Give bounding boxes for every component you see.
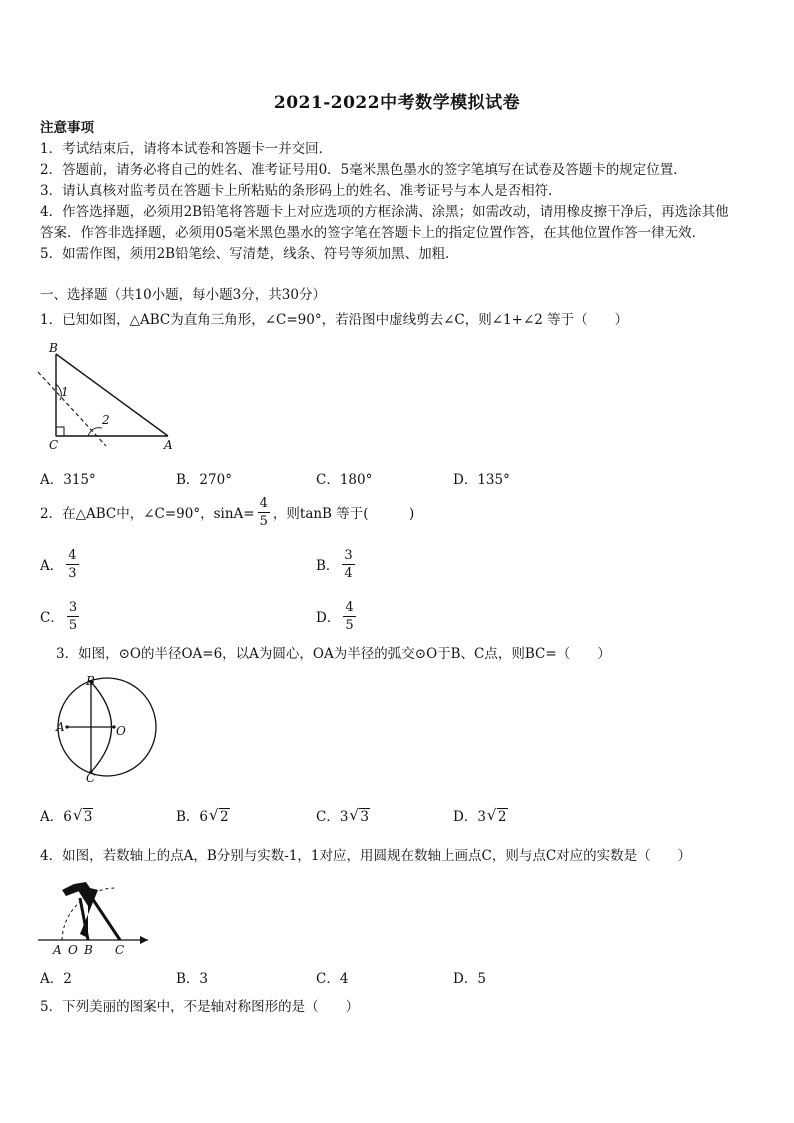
note-item: 3．请认真核对监考员在答题卡上所粘贴的条形码上的姓名、准考证号与本人是否相符． <box>40 183 562 199</box>
question-2-text <box>40 492 414 532</box>
q2-option-d[interactable] <box>316 596 359 636</box>
fraction-numerator: 4 <box>345 599 354 615</box>
question-3-figure <box>52 674 162 786</box>
q4-option-c[interactable]: C．4 <box>316 971 349 987</box>
question-4-text: 4．如图，若数轴上的点A，B分别与实数-1，1对应，用圆规在数轴上画点C，则与点C对应的实数是（ ） <box>40 848 692 864</box>
notes-heading: 注意事项 <box>40 120 94 136</box>
option-fraction <box>67 601 79 632</box>
q3-option-d[interactable] <box>453 805 508 825</box>
option-fraction <box>343 601 355 632</box>
q1-label-1: 1 <box>61 385 69 399</box>
q1-label-B: B <box>49 341 58 355</box>
option-label: D．3 <box>453 809 486 825</box>
q4-label-C: C <box>115 943 125 957</box>
radical: √ 2 <box>486 806 507 825</box>
q2-sinA-fraction <box>258 497 270 528</box>
q4-option-a[interactable]: A．2 <box>40 971 72 987</box>
q3-label-O: O <box>116 724 126 738</box>
q2-option-c[interactable] <box>40 596 82 636</box>
radical: √ 2 <box>209 806 229 825</box>
fraction-numerator: 4 <box>68 547 77 563</box>
q3-option-c[interactable] <box>316 805 370 825</box>
option-fraction <box>66 549 78 580</box>
q4-option-d[interactable]: D．5 <box>453 971 486 987</box>
fraction-numerator: 4 <box>259 495 268 511</box>
q1-label-2: 2 <box>102 413 110 427</box>
option-label: D． <box>316 610 341 626</box>
q1-option-d[interactable]: D．135° <box>453 472 510 488</box>
option-label: B．6 <box>176 809 209 825</box>
radicand: 3 <box>360 809 370 825</box>
q3-option-a[interactable] <box>40 805 93 825</box>
radicand: 2 <box>497 809 507 825</box>
q1-option-c[interactable]: C．180° <box>316 472 373 488</box>
q4-label-O: O <box>68 943 78 957</box>
q3-option-b[interactable] <box>176 805 230 825</box>
radicand: 2 <box>220 809 229 825</box>
fraction-denominator: 5 <box>259 513 268 529</box>
option-label: A． <box>40 558 64 574</box>
q4-label-A: A <box>53 943 62 957</box>
q1-label-C: C <box>49 438 59 452</box>
fraction-denominator: 3 <box>68 565 77 581</box>
note-item: 2．答题前，请务必将自己的姓名、准考证号用0．5毫米黑色墨水的签字笔填写在试卷及答题卡的规定位置． <box>40 162 687 178</box>
fraction-numerator: 3 <box>344 547 353 563</box>
note-item: 4．作答选择题，必须用2B铅笔将答题卡上对应选项的方框涂满、涂黑；如需改动，请用橡皮擦干净后，再选涂其他 <box>40 204 729 220</box>
note-item: 5．如需作图，须用2B铅笔绘、写清楚，线条、符号等须加黑、加粗． <box>40 246 459 262</box>
option-label: A．6 <box>40 809 72 825</box>
q4-label-B: B <box>84 943 93 957</box>
radical: √ 3 <box>72 806 93 825</box>
q4-option-b[interactable]: B．3 <box>176 971 209 987</box>
q3-label-B: B <box>86 674 95 688</box>
q2-option-a[interactable] <box>40 544 82 584</box>
option-label: C． <box>40 610 64 626</box>
q1-option-b[interactable]: B．270° <box>176 472 232 488</box>
question-3-text: 3．如图，⊙O的半径OA=6，以A为圆心，OA为半径的弧交⊙O于B、C点，则BC=（ ） <box>56 646 611 662</box>
question-1-text: 1．已知如图，△ABC为直角三角形，∠C=90°，若沿图中虚线剪去∠C，则∠1+∠2 等于（ ） <box>40 312 629 328</box>
q3-label-A: A <box>56 720 65 734</box>
option-fraction <box>342 549 354 580</box>
page-title: 2021-2022中考数学模拟试卷 <box>273 93 521 113</box>
q1-label-A: A <box>164 438 173 452</box>
question-4-figure <box>36 876 161 961</box>
note-item: 答案．作答非选择题，必须用05毫米黑色墨水的签字笔在答题卡上的指定位置作答，在其他位置作答一律无效． <box>40 225 706 241</box>
question-1-figure <box>36 340 176 455</box>
option-label: B． <box>316 558 340 574</box>
q3-label-C: C <box>86 771 96 785</box>
q2-stem-pre: 2．在△ABC中，∠C=90°，sinA= <box>40 506 255 522</box>
q1-option-a[interactable]: A．315° <box>40 472 96 488</box>
fraction-numerator: 3 <box>68 599 78 615</box>
fraction-denominator: 4 <box>344 565 353 581</box>
fraction-denominator: 5 <box>345 617 354 633</box>
q2-option-b[interactable] <box>316 544 358 584</box>
q2-stem-post: ，则tanB 等于( ) <box>272 506 415 522</box>
option-label: C．3 <box>316 809 349 825</box>
section-heading: 一、选择题（共10小题，每小题3分，共30分） <box>40 287 326 303</box>
fraction-denominator: 5 <box>68 617 78 633</box>
radicand: 3 <box>83 809 93 825</box>
radical: √ 3 <box>349 806 370 825</box>
question-5-text: 5．下列美丽的图案中，不是轴对称图形的是（ ） <box>40 999 360 1015</box>
note-item: 1．考试结束后，请将本试卷和答题卡一并交回． <box>40 141 333 157</box>
